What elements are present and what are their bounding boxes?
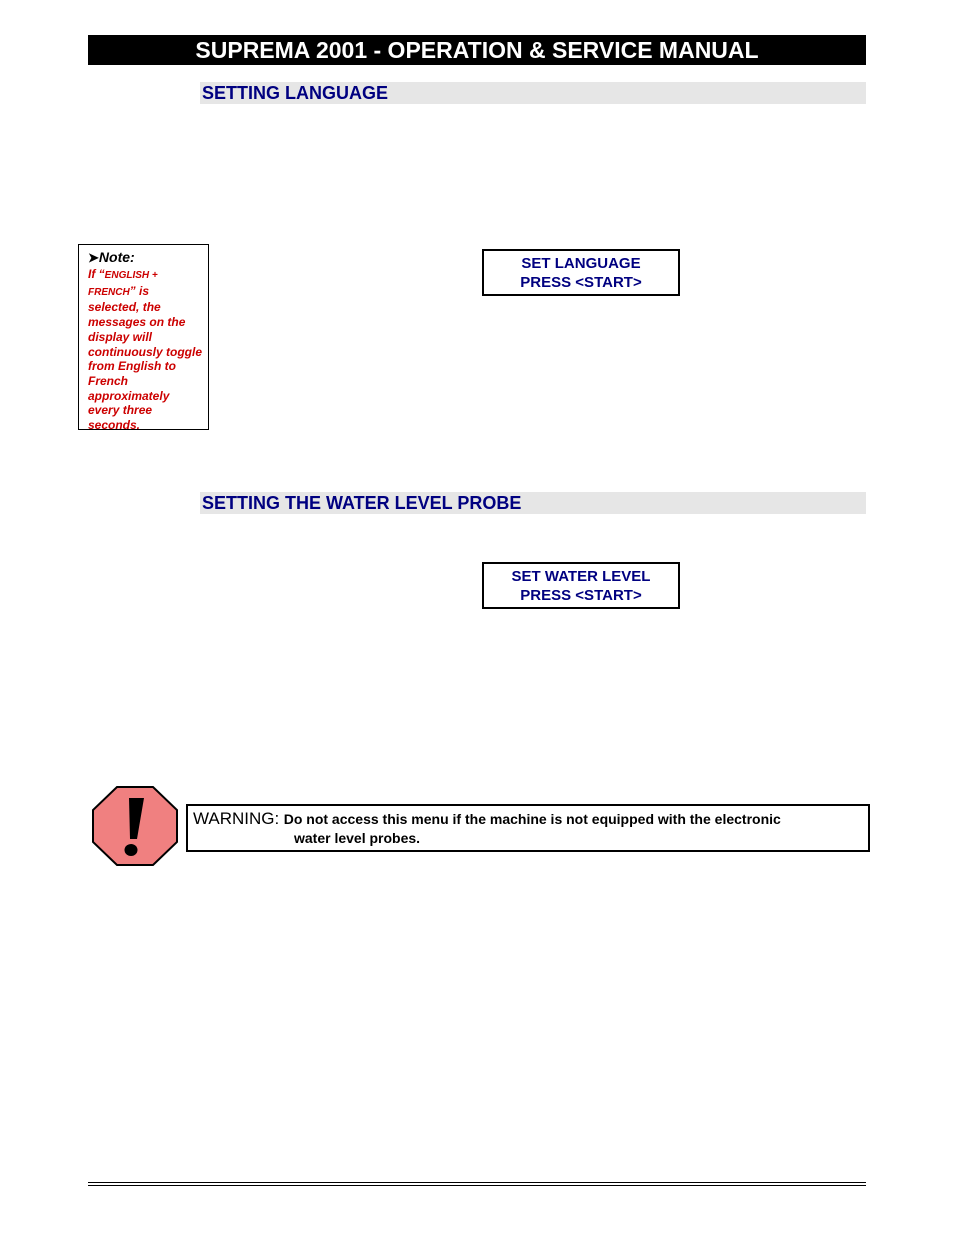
note-option-line1: ENGLISH +: [104, 270, 158, 281]
manual-header-title: SUPREMA 2001 - OPERATION & SERVICE MANUAL: [88, 35, 866, 65]
arrow-bullet-icon: ➤: [88, 250, 99, 265]
lcd-display-set-language: [482, 249, 680, 296]
note-callout: [78, 244, 209, 433]
lcd-line-2: PRESS <START>: [520, 274, 642, 291]
note-title-row: [88, 249, 202, 266]
note-text-before: If “: [88, 267, 105, 281]
warning-label: WARNING:: [193, 809, 280, 828]
lcd-display-set-water-level: [482, 562, 680, 609]
warning-box: [186, 804, 870, 852]
warning-text-line-1: Do not access this menu if the machine is not equipped with the electronic: [283, 811, 781, 827]
warning-text-line-2: water level probes.: [294, 830, 421, 846]
note-title: Note:: [98, 249, 135, 265]
section-heading-setting-language: SETTING LANGUAGE: [200, 82, 866, 104]
lcd-line-2: PRESS <START>: [520, 587, 642, 604]
note-text-after: ” is selected, the messages on the display will continuously toggle from English to French approximately every three seconds.: [88, 283, 202, 433]
section-heading-water-level-probe: SETTING THE WATER LEVEL PROBE: [200, 492, 866, 514]
exclamation-stop-sign-icon: [92, 786, 178, 866]
lcd-line-1: SET LANGUAGE: [521, 255, 641, 272]
note-option-line2: FRENCH: [88, 286, 130, 298]
footer-double-rule: [88, 1182, 866, 1186]
lcd-line-1: SET WATER LEVEL: [511, 568, 651, 585]
note-body: [88, 267, 202, 433]
